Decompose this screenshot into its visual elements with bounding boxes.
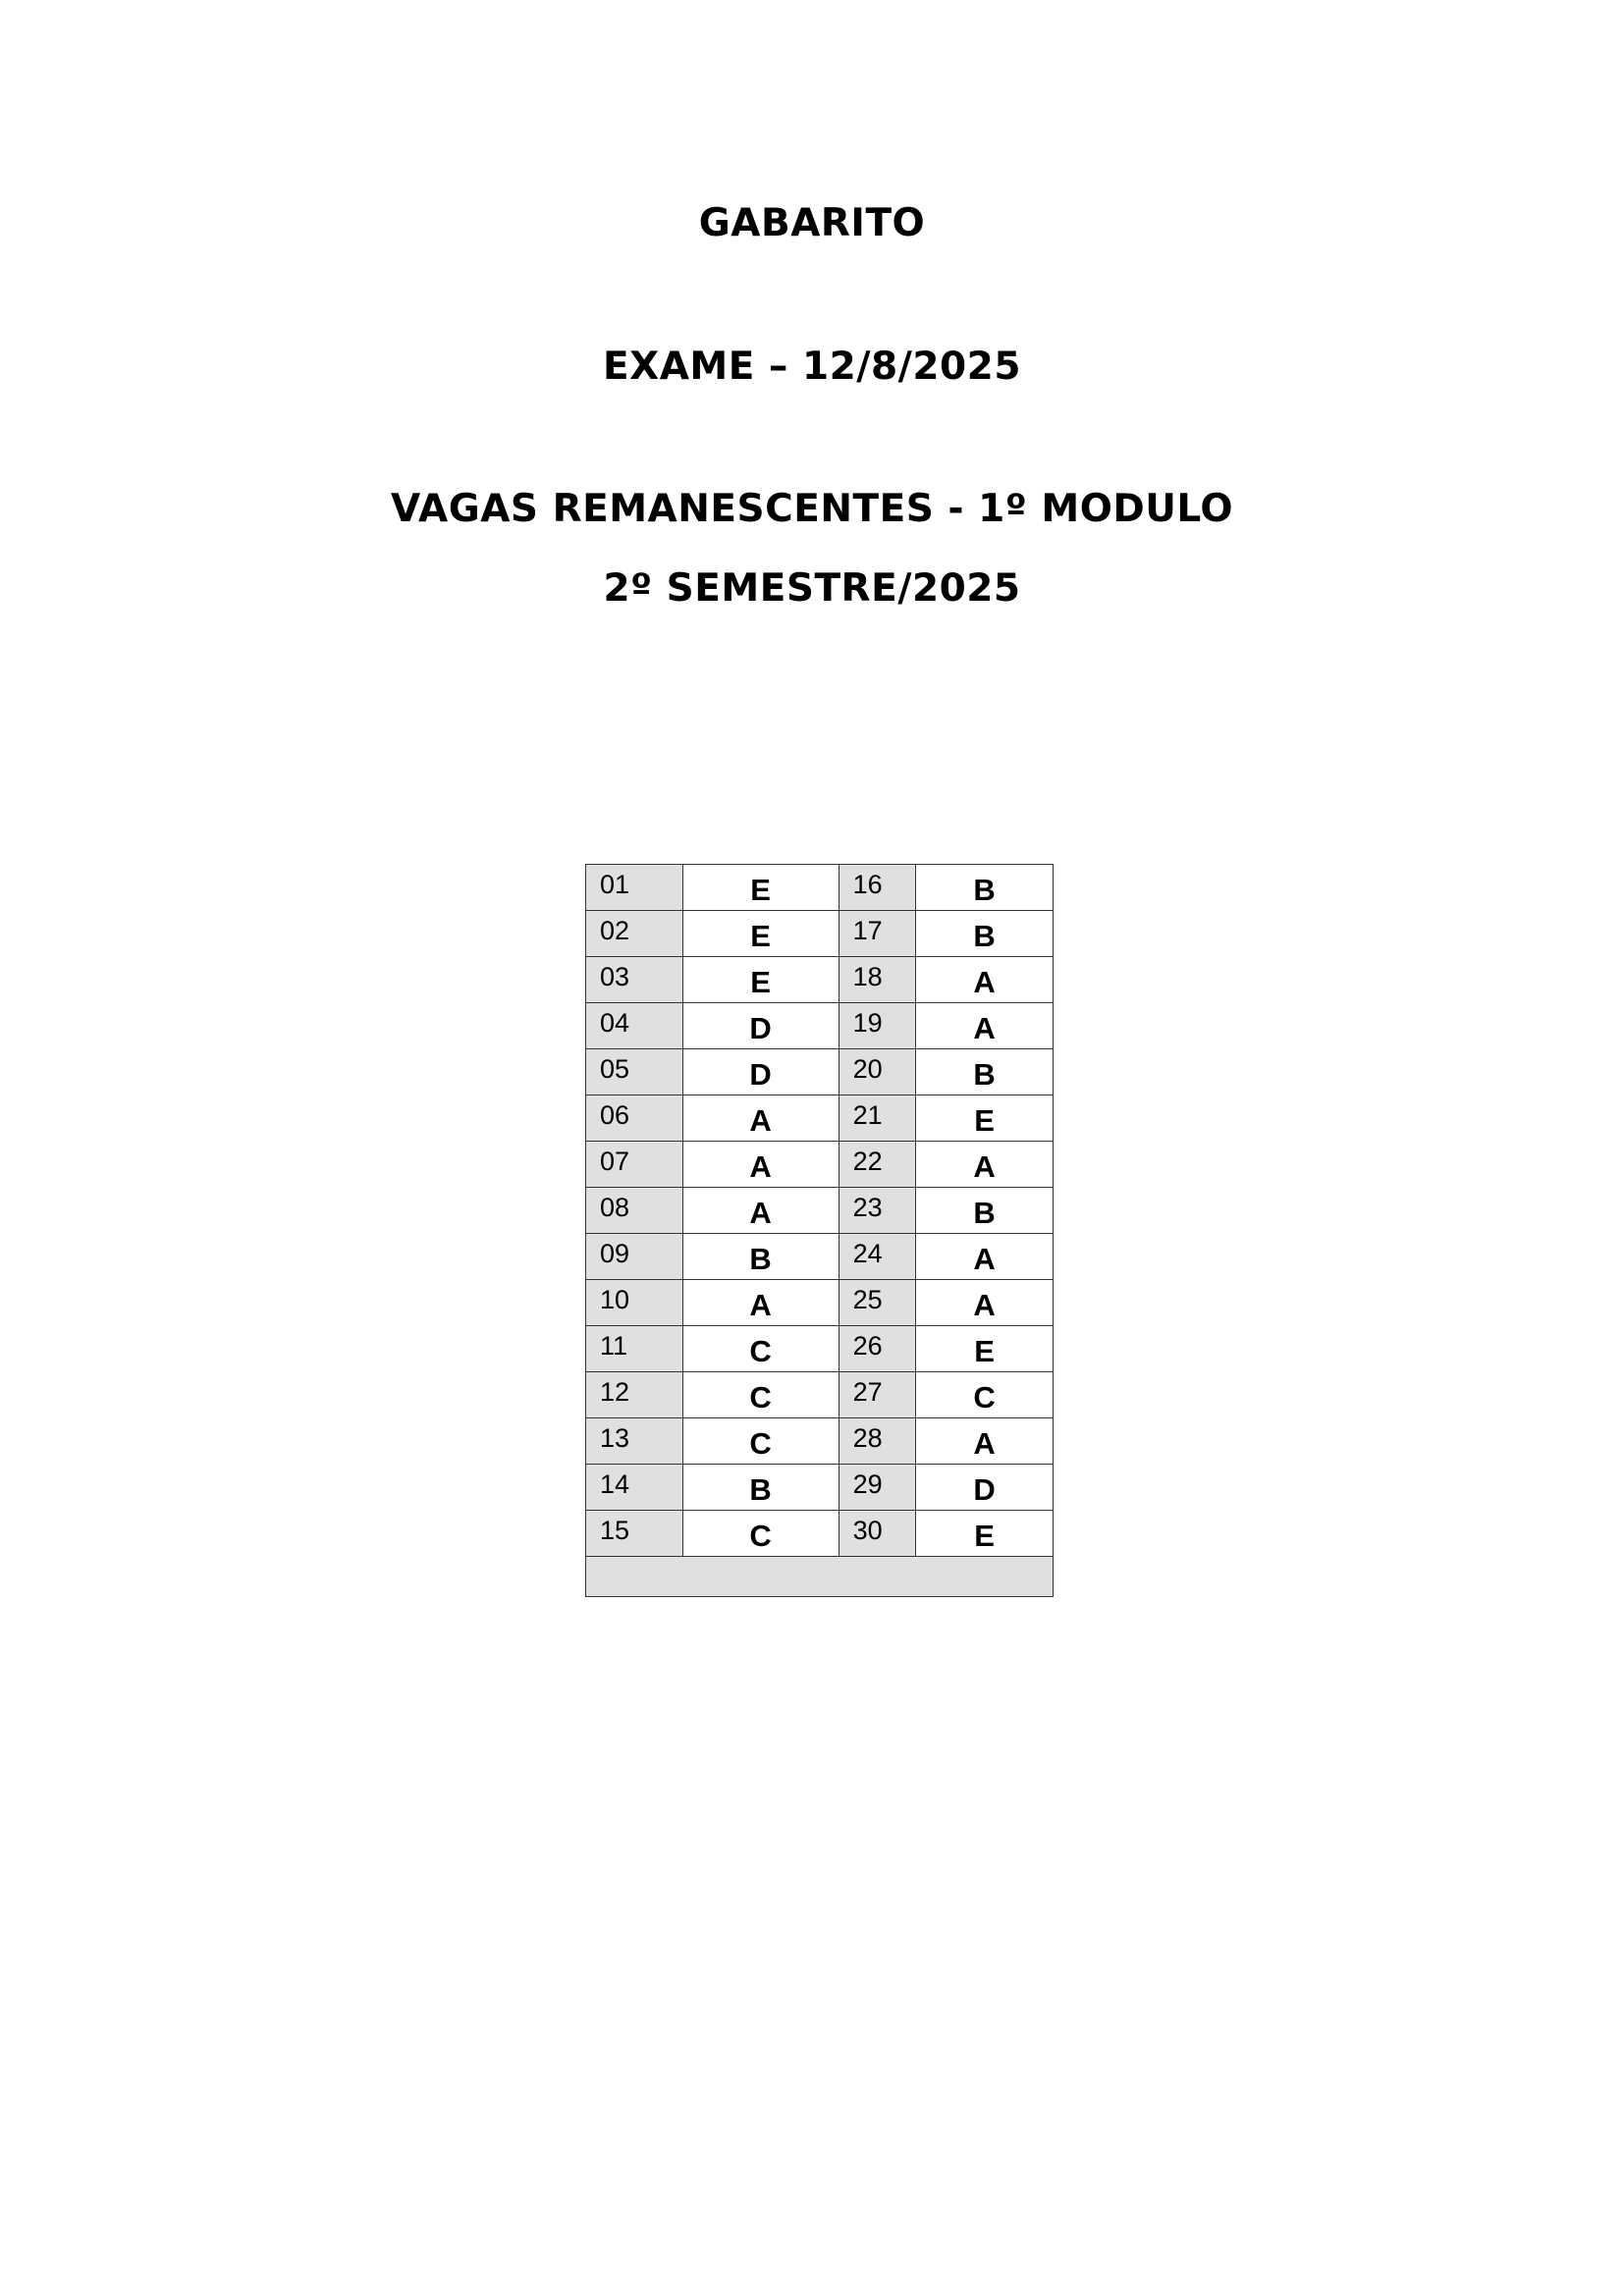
table-row [586, 1511, 1054, 1557]
table-row [586, 1142, 1054, 1188]
question-number: 27 [839, 1372, 915, 1418]
question-number: 18 [839, 957, 915, 1003]
table-row [586, 1418, 1054, 1465]
answer-letter: D [682, 1003, 839, 1049]
answer-letter: A [916, 1003, 1054, 1049]
answer-letter: A [682, 1142, 839, 1188]
question-number: 29 [839, 1465, 915, 1511]
table-row [586, 1049, 1054, 1095]
question-number: 09 [586, 1234, 683, 1280]
answer-letter: E [916, 1326, 1054, 1372]
answer-letter: A [682, 1095, 839, 1142]
answer-letter: C [682, 1418, 839, 1465]
answer-letter: A [916, 1418, 1054, 1465]
question-number: 22 [839, 1142, 915, 1188]
answer-letter: C [916, 1372, 1054, 1418]
answer-letter: A [916, 1280, 1054, 1326]
vagas-heading: VAGAS REMANESCENTES - 1º MODULO [390, 487, 1234, 531]
answer-letter: C [682, 1326, 839, 1372]
question-number: 12 [586, 1372, 683, 1418]
table-row [586, 1326, 1054, 1372]
question-number: 28 [839, 1418, 915, 1465]
answer-letter: B [682, 1465, 839, 1511]
question-number: 25 [839, 1280, 915, 1326]
answer-key-table [585, 864, 1054, 1597]
answer-letter: E [682, 865, 839, 911]
answer-key-body [586, 865, 1054, 1557]
question-number: 05 [586, 1049, 683, 1095]
answer-letter: B [916, 911, 1054, 957]
question-number: 13 [586, 1418, 683, 1465]
answer-letter: B [682, 1234, 839, 1280]
question-number: 15 [586, 1511, 683, 1557]
answer-letter: B [916, 865, 1054, 911]
question-number: 04 [586, 1003, 683, 1049]
question-number: 02 [586, 911, 683, 957]
question-number: 23 [839, 1188, 915, 1234]
question-number: 19 [839, 1003, 915, 1049]
answer-letter: E [682, 957, 839, 1003]
answer-letter: D [916, 1465, 1054, 1511]
semester-heading: 2º SEMESTRE/2025 [603, 566, 1021, 611]
answer-letter: A [916, 957, 1054, 1003]
answer-letter: E [682, 911, 839, 957]
answer-letter: D [682, 1049, 839, 1095]
question-number: 17 [839, 911, 915, 957]
answer-letter: E [916, 1511, 1054, 1557]
table-footer-cell [586, 1557, 1054, 1597]
answer-letter: E [916, 1095, 1054, 1142]
question-number: 01 [586, 865, 683, 911]
answer-letter: A [916, 1234, 1054, 1280]
answer-letter: A [916, 1142, 1054, 1188]
exam-date-heading: EXAME – 12/8/2025 [603, 345, 1021, 389]
answer-letter: B [916, 1188, 1054, 1234]
answer-letter: C [682, 1511, 839, 1557]
question-number: 21 [839, 1095, 915, 1142]
table-row [586, 1234, 1054, 1280]
table-row [586, 1465, 1054, 1511]
question-number: 26 [839, 1326, 915, 1372]
question-number: 11 [586, 1326, 683, 1372]
table-row [586, 1280, 1054, 1326]
question-number: 07 [586, 1142, 683, 1188]
answer-letter: A [682, 1188, 839, 1234]
question-number: 03 [586, 957, 683, 1003]
question-number: 10 [586, 1280, 683, 1326]
table-row [586, 1188, 1054, 1234]
question-number: 20 [839, 1049, 915, 1095]
answer-letter: A [682, 1280, 839, 1326]
table-row [586, 1095, 1054, 1142]
table-row [586, 865, 1054, 911]
answer-letter: C [682, 1372, 839, 1418]
table-row [586, 911, 1054, 957]
answer-letter: B [916, 1049, 1054, 1095]
table-row [586, 1003, 1054, 1049]
table-row [586, 1372, 1054, 1418]
table-footer-row [586, 1557, 1054, 1597]
question-number: 30 [839, 1511, 915, 1557]
page-title: GABARITO [698, 201, 926, 245]
question-number: 24 [839, 1234, 915, 1280]
question-number: 14 [586, 1465, 683, 1511]
question-number: 06 [586, 1095, 683, 1142]
question-number: 16 [839, 865, 915, 911]
question-number: 08 [586, 1188, 683, 1234]
table-row [586, 957, 1054, 1003]
